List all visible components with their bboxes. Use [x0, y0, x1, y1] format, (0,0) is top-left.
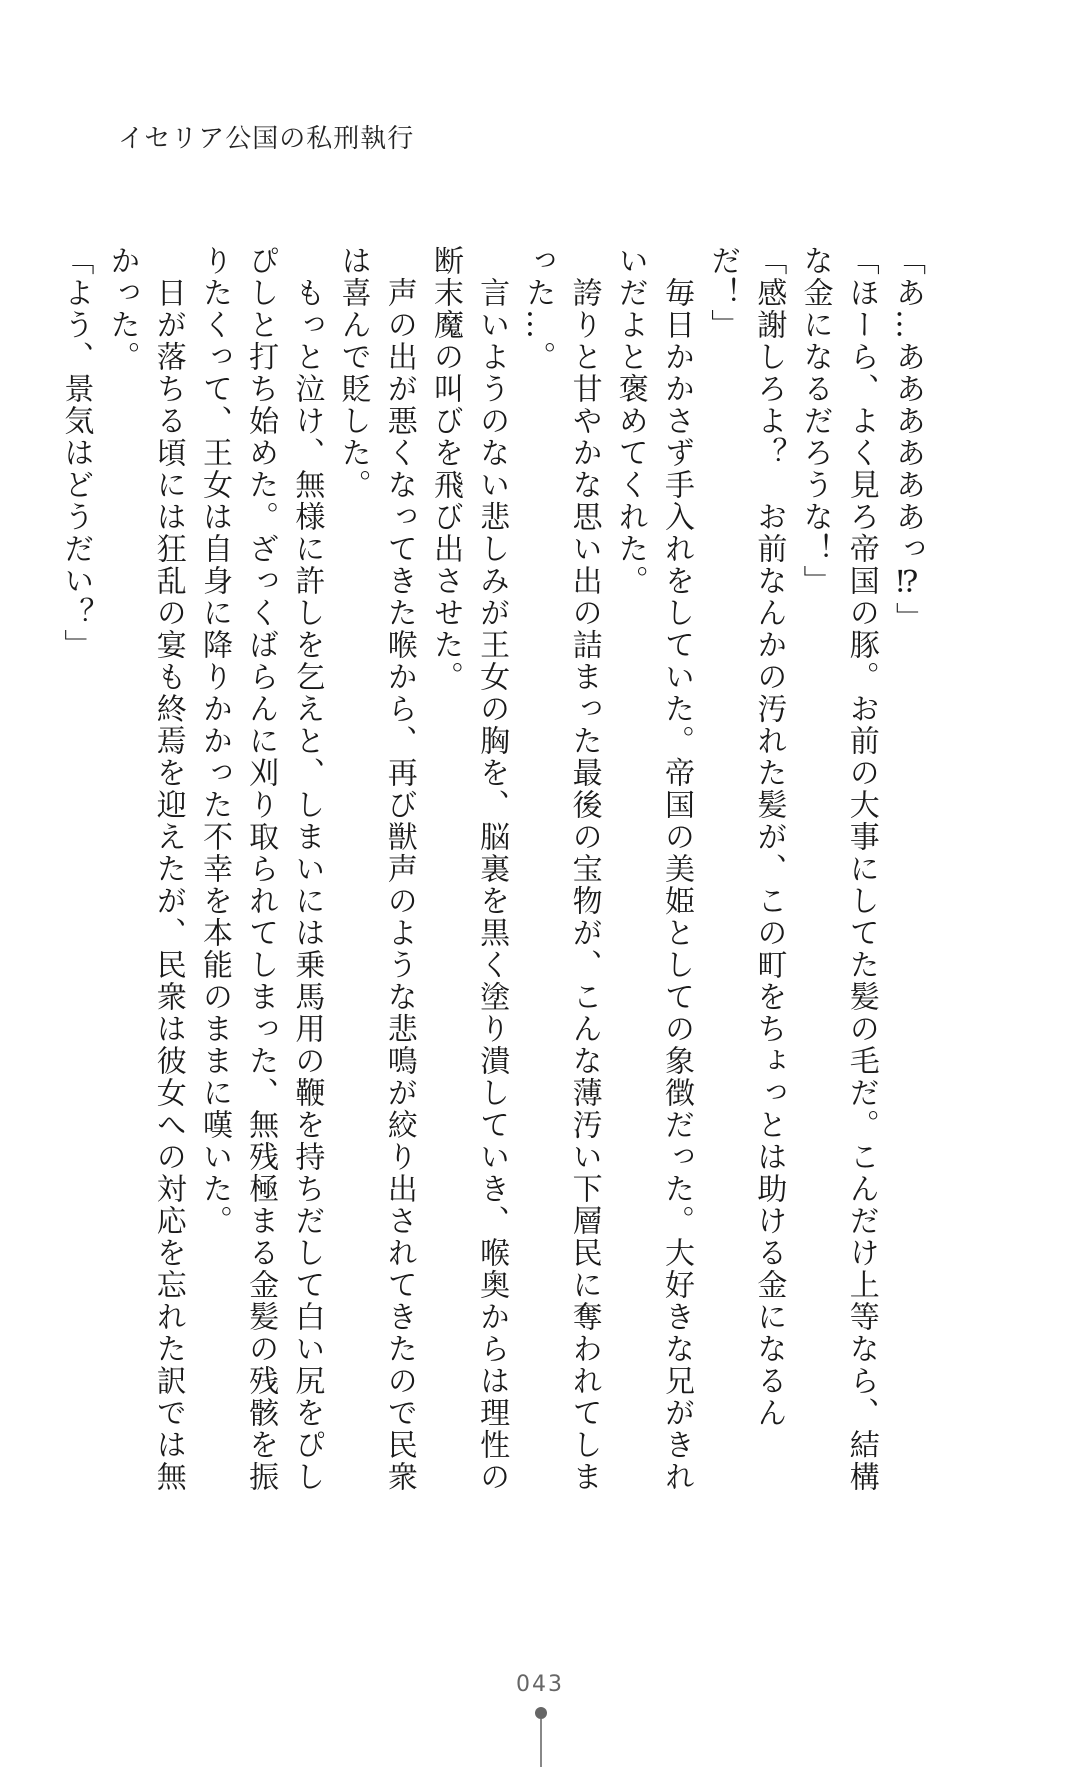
body-line: 日が落ちる頃には狂乱の宴も終焉を迎えたが、民衆は彼女への対応を忘れた訳では無かった。	[104, 245, 186, 1493]
body-line: 声の出が悪くなってきた喉から、再び獣声のような悲鳴が絞り出されてきたので民衆は喜んで貶した。	[335, 245, 417, 1493]
body-text	[52, 245, 930, 1495]
body-line: 言いようのない悲しみが王女の胸を、脳裏を黒く塗り潰していき、喉奥からは理性の断末魔の叫びを飛び出させた。	[427, 245, 510, 1493]
body-line: 毎日かかさず手入れをしていた。帝国の美姫としての象徴だった。大好きな兄がきれいだよと褒めてくれた。	[612, 245, 694, 1493]
folio-dot-ornament	[535, 1707, 547, 1719]
running-title: イセリア公国の私刑執行	[118, 124, 415, 154]
body-line: 誇りと甘やかな思い出の詰まった最後の宝物が、こんな薄汚い下層民に奪われてしまった…。	[520, 245, 602, 1493]
body-line: 「あ…ああああああっ⁉」	[890, 245, 925, 634]
body-line: 「感謝しろよ？ お前なんかの汚れた髪が、この町をちょっとは助ける金になるんだ！」	[705, 245, 787, 1429]
body-line: もっと泣け、無様に許しを乞えと、しまいには乗馬用の鞭を持ちだして白い尻をぴしぴしと打ち始めた。ざっくばらんに刈り取られてしまった、無残極まる金髪の残骸を振りたくって、王女は自身に降りかかった不幸を本能のままに嘆いた。	[196, 245, 325, 1493]
page-number: 043	[516, 1672, 564, 1697]
folio-line-ornament	[540, 1719, 542, 1767]
body-line: 「ほーら、よく見ろ帝国の豚。お前の大事にしてた髪の毛だ。こんだけ上等なら、結構な金になるだろうな！」	[797, 245, 879, 1493]
body-line: 「よう、景気はどうだい？」	[58, 245, 94, 661]
